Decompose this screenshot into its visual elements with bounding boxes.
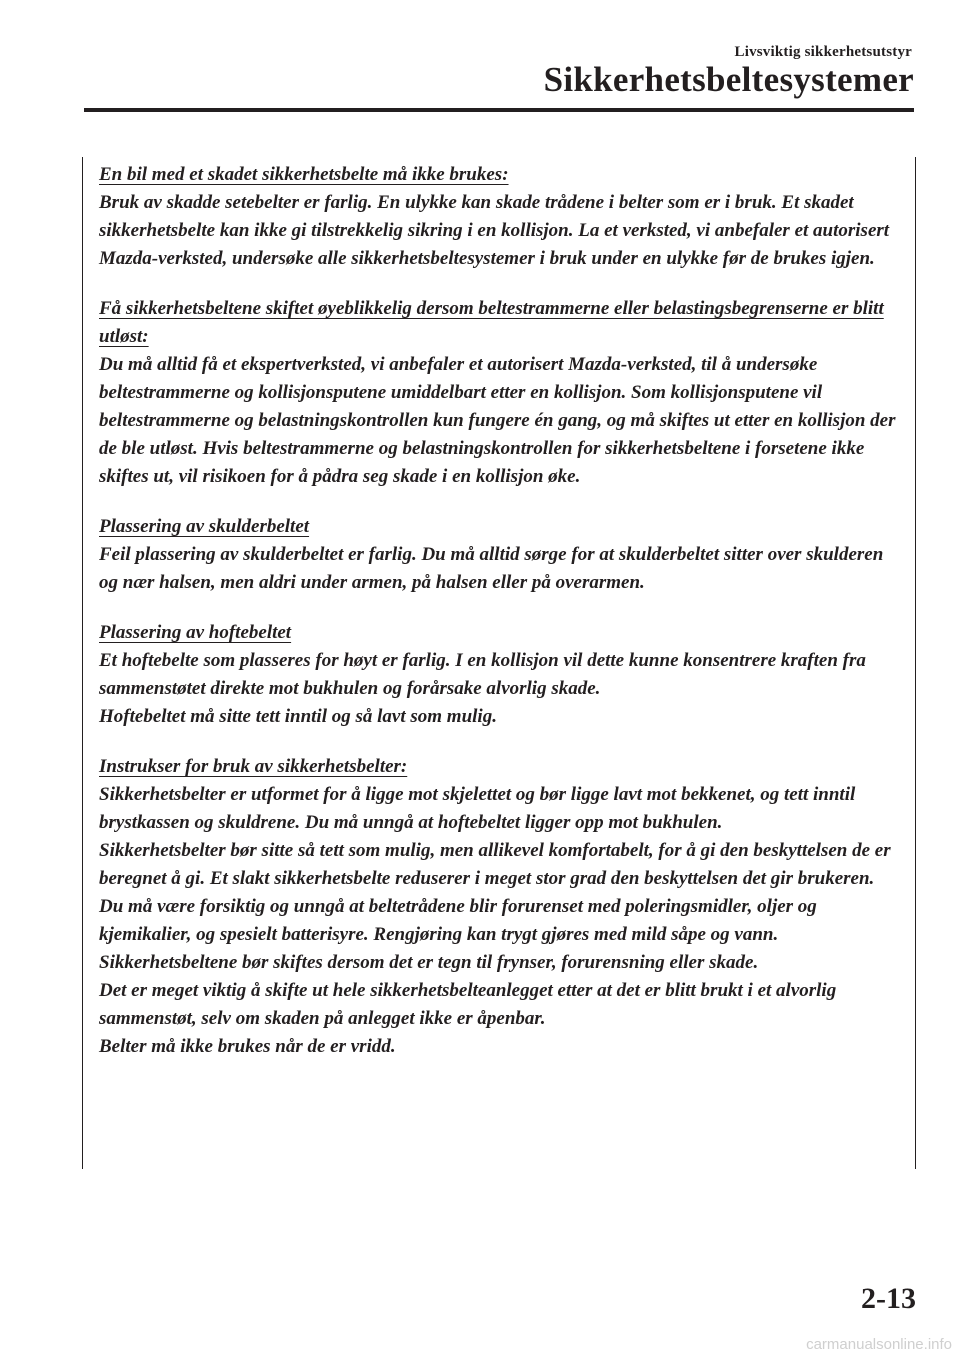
warning-section-lap-belt: [99, 619, 907, 731]
paragraph: Du må være forsiktig og unngå at beltetrådene blir forurenset med poleringsmidler, oljer og kjemikalier, og spesielt batterisyre. Rengjøring kan trygt gjøres med mild såpe og vann. Sikkerhetsbeltene bør skiftes dersom det er tegn til frynser, forurensning eller skade.: [99, 896, 817, 973]
warning-section-instructions: [99, 753, 907, 1061]
section-heading: En bil med et skadet sikkerhetsbelte må ikke brukes:: [99, 164, 509, 185]
header-rule: [84, 108, 914, 112]
warning-section-pretensioner: [99, 295, 907, 491]
section-title: Sikkerhetsbeltesystemer: [543, 60, 914, 99]
warning-section-damaged-belt: [99, 161, 907, 273]
chapter-title: Livsviktig sikkerhetsutstyr: [734, 44, 912, 60]
page-number: 2-13: [861, 1282, 916, 1315]
section-heading: Instrukser for bruk av sikkerhetsbelter:: [99, 756, 408, 777]
paragraph: Feil plassering av skulderbeltet er farlig. Du må alltid sørge for at skulderbeltet sitter over skulderen og nær halsen, men aldri under armen, på halsen eller på overarmen.: [99, 544, 884, 593]
paragraph: Sikkerhetsbelter bør sitte så tett som mulig, men allikevel komfortabelt, for å gi den beskyttelsen de er beregnet å gi. Et slakt sikkerhetsbelte reduserer i meget stor grad den beskyttelsen det gir brukeren.: [99, 840, 891, 889]
warning-box: [82, 157, 916, 1169]
section-heading: Få sikkerhetsbeltene skiftet øyeblikkelig dersom beltestrammerne eller belastingsbegrenserne er blitt utløst:: [99, 298, 884, 347]
paragraph: Hoftebeltet må sitte tett inntil og så lavt som mulig.: [99, 706, 497, 727]
paragraph: Bruk av skadde setebelter er farlig. En ulykke kan skade trådene i belter som er i bruk. Et skadet sikkerhetsbelte kan ikke gi tilstrekkelig sikring i en kollisjon. La et verksted, vi anbefaler et autorisert Mazda-verksted, undersøke alle sikkerhetsbeltesystemer i bruk under en ulykke før de brukes igjen.: [99, 192, 890, 269]
warning-section-shoulder-belt: [99, 513, 907, 597]
section-heading: Plassering av hoftebeltet: [99, 622, 292, 643]
paragraph: Det er meget viktig å skifte ut hele sikkerhetsbelteanlegget etter at det er blitt brukt i et alvorlig sammenstøt, selv om skaden på anlegget ikke er åpenbar.: [99, 980, 837, 1029]
paragraph: Et hoftebelte som plasseres for høyt er farlig. I en kollisjon vil dette kunne konsentrere kraften fra sammenstøtet direkte mot bukhulen og forårsake alvorlig skade.: [99, 650, 866, 699]
watermark: carmanualsonline.info: [806, 1336, 952, 1353]
paragraph: Belter må ikke brukes når de er vridd.: [99, 1036, 396, 1057]
warning-content: [99, 161, 907, 1083]
section-heading: Plassering av skulderbeltet: [99, 516, 310, 537]
paragraph: Sikkerhetsbelter er utformet for å ligge mot skjelettet og bør ligge lavt mot bekkenet, og tett inntil brystkassen og skuldrene. Du må unngå at hoftebeltet ligger opp mot bukhulen.: [99, 784, 856, 833]
paragraph: Du må alltid få et ekspertverksted, vi anbefaler et autorisert Mazda-verksted, til å undersøke beltestrammerne og kollisjonsputene umiddelbart etter en kollisjon. Som kollisjonsputene vil beltestrammerne og belastningskontrollen kun fungere én gang, og må skiftes ut etter en kollisjon der de ble utløst. Hvis beltestrammerne og belastningskontrollen for sikkerhetsbeltene i forsetene ikke skiftes ut, vil risikoen for å pådra seg skade i en kollisjon øke.: [99, 354, 896, 487]
